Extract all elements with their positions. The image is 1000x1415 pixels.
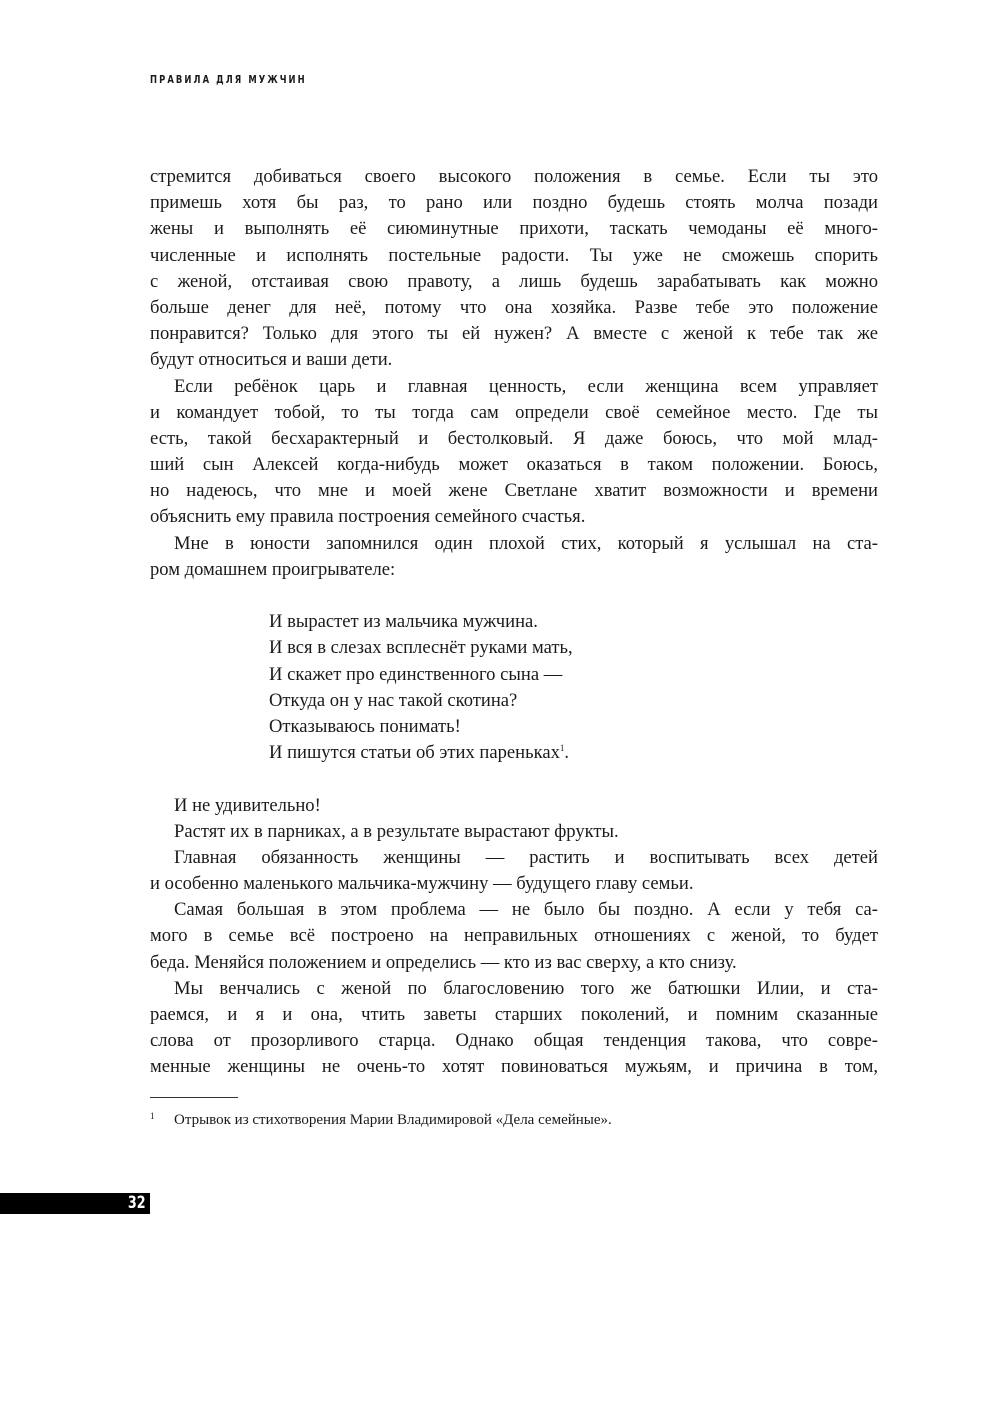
paragraph-line: но надеюсь, что мне и моей жене Светлане хватит возможности и времени [150, 480, 878, 502]
paragraph-line: численные и исполнять постельные радости. Ты уже не сможешь спорить [150, 244, 878, 266]
body-text [150, 164, 878, 1081]
paragraph-line: примешь хотя бы раз, то рано или поздно будешь стоять молча позади [150, 192, 878, 214]
poem-line-text: И скажет про единственного сына — [269, 663, 563, 685]
poem-line [150, 714, 878, 740]
paragraph-line: слова от прозорливого старца. Однако общая тенденция такова, что совре- [150, 1030, 878, 1052]
poem-line [150, 688, 878, 714]
paragraph-line: будут относиться и ваши дети. [150, 349, 393, 371]
paragraph-line: с женой, отстаивая свою правоту, а лишь будешь зарабатывать как можно [150, 270, 878, 292]
paragraph-line: Растят их в парниках, а в результате вырастают фрукты. [174, 820, 619, 842]
blank-line [150, 766, 878, 792]
running-head: ПРАВИЛА ДЛЯ МУЖЧИН [150, 74, 307, 86]
poem-line-text: Откуда он у нас такой скотина? [269, 689, 518, 711]
paragraph-line: Главная обязанность женщины — растить и воспитывать всех детей [174, 846, 878, 868]
footnote [150, 1111, 612, 1129]
paragraph-line: Мне в юности запомнился один плохой стих, который я услышал на ста- [174, 532, 878, 554]
paragraph-line: стремится добиваться своего высокого положения в семье. Если ты это [150, 166, 878, 187]
poem-line [150, 609, 878, 635]
paragraph-line: жены и выполнять её сиюминутные прихоти, таскать чемоданы её много- [150, 218, 878, 240]
paragraph-line: Мы венчались с женой по благословению того же батюшки Илии, и ста- [174, 977, 878, 999]
paragraph-line: есть, такой бесхарактерный и бестолковый. Я даже боюсь, что мой млад- [150, 427, 878, 449]
paragraph-line: понравится? Только для этого ты ей нужен? А вместе с женой к тебе так же [150, 323, 878, 345]
footnote-reference[interactable]: 1 [559, 743, 565, 754]
paragraph-line: и особенно маленького мальчика-мужчину — будущего главу семьи. [150, 873, 694, 895]
poem-line-text: И вырастет из мальчика мужчина. [269, 611, 538, 633]
paragraph-line: беда. Меняйся положением и определись — кто из вас сверху, а кто снизу. [150, 951, 737, 973]
page-number-bar [0, 1193, 150, 1214]
punctuation: . [564, 742, 570, 764]
paragraph-line: И не удивительно! [174, 794, 321, 816]
paragraph-line: ром домашнем проигрывателе: [150, 558, 396, 580]
paragraph-line: Самая большая в этом проблема — не было бы поздно. А если у тебя са- [174, 899, 878, 921]
paragraph-line: и командует тобой, то ты тогда сам определи своё семейное место. Где ты [150, 401, 878, 423]
footnote-divider [150, 1097, 238, 1098]
footnote-text: Отрывок из стихотворения Марии Владимировой «Дела семейные». [174, 1112, 612, 1128]
poem-line-text: И вся в слезах всплеснёт руками мать, [269, 637, 573, 659]
poem-line [150, 740, 878, 766]
poem-line [150, 662, 878, 688]
paragraph-line: ший сын Алексей когда-нибудь может оказаться в таком положении. Боюсь, [150, 454, 878, 476]
paragraph-line: больше денег для неё, потому что она хозяйка. Разве тебе это положение [150, 296, 878, 318]
poem-line [150, 635, 878, 661]
footnote-mark: 1 [150, 1111, 155, 1121]
paragraph-line: мого в семье всё построено на неправильных отношениях с женой, то будет [150, 925, 878, 947]
paragraph-line: менные женщины не очень-то хотят повиноваться мужьям, и причина в том, [150, 1056, 878, 1078]
poem-line-text: Отказываюсь понимать! [269, 715, 461, 737]
page-number: 32 [128, 1193, 146, 1213]
paragraph-line: объяснить ему правила построения семейного счастья. [150, 506, 586, 528]
paragraph-line: раемся, и я и она, чтить заветы старших поколений, и помним сказанные [150, 1004, 878, 1025]
poem-line-text: И пишутся статьи об этих пареньках [269, 742, 560, 764]
paragraph-line: Если ребёнок царь и главная ценность, если женщина всем управляет [174, 375, 878, 397]
blank-line [150, 583, 878, 609]
